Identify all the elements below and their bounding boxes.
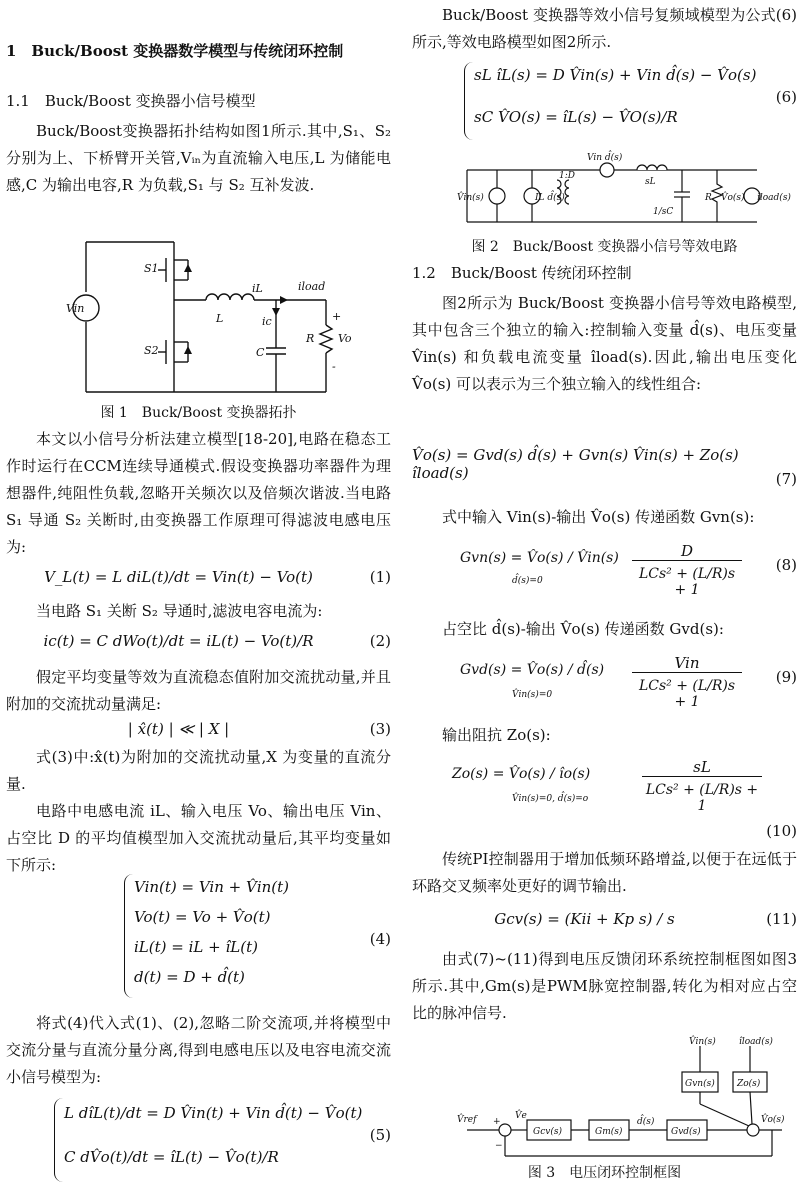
paragraph: 假定平均变量等效为直流稳态值附加交流扰动量,并且附加的交流扰动量满足:	[6, 668, 391, 713]
figure-1-caption: 图 1 Buck/Boost 变换器拓扑	[100, 405, 297, 421]
paragraph: 将式(4)代入式(1)、(2),忽略二阶交流项,并将模型中交流分量与直流分量分离,得到电感电压以及电容电流交流小信号模型为:	[6, 1014, 391, 1086]
svg-text:Zo(s): Zo(s)	[737, 1079, 761, 1089]
equation-10: Zo(s) = V̂o(s) / îo(s) V̂in(s)=0, d̂(s)=o sL LCs² + (L/R)s + 1	[412, 758, 797, 818]
label-ic: ic	[262, 315, 272, 328]
figure-2-small-signal-circuit	[457, 150, 791, 232]
svg-text:sL: sL	[645, 177, 656, 187]
label-s2: S2	[144, 344, 159, 357]
svg-text:d̂(s): d̂(s)	[637, 1117, 655, 1127]
label-l: L	[216, 312, 224, 325]
svg-text:Gm(s): Gm(s)	[595, 1127, 623, 1137]
paragraph: 传统PI控制器用于增加低频环路增益,以便于在远低于环路交叉频率处更好的调节输出.	[412, 850, 797, 895]
label-r: R	[306, 332, 315, 345]
svg-text:Vin d̂(s): Vin d̂(s)	[587, 153, 623, 163]
equation-4-brace	[124, 874, 133, 998]
svg-text:V̂in(s): V̂in(s)	[689, 1037, 716, 1047]
svg-text:Gvd(s): Gvd(s)	[671, 1127, 701, 1137]
svg-text:V̂in(s): V̂in(s)	[457, 193, 484, 203]
paragraph: 式(3)中:x̂(t)为附加的交流扰动量,X 为变量的直流分量.	[6, 748, 391, 793]
paragraph: 图2所示为 Buck/Boost 变换器小信号等效电路模型,其中包含三个独立的输入:控制输入变量 d̂(s)、电压变量 V̂in(s) 和负载电流变量 îload(s).因此,输出电压变化 V̂o(s) 可以表示为三个独立输入的线性组合:	[412, 294, 797, 393]
figure-2-caption: 图 2 Buck/Boost 变换器小信号等效电路	[471, 239, 738, 255]
figure-3-control-block-diagram	[457, 1034, 787, 1162]
paragraph: 占空比 d̂(s)-输出 V̂o(s) 传递函数 Gvd(s):	[442, 620, 724, 638]
paragraph: 由式(7)~(11)得到电压反馈闭环系统控制框图如图3所示.其中,Gm(s)是PWM脉宽控制器,转化为相对应占空比的脉冲信号.	[412, 950, 797, 1022]
subsection-heading-1-2: 1.2 Buck/Boost 传统闭环控制	[412, 264, 632, 282]
svg-text:V̂o(s): V̂o(s)	[721, 193, 745, 203]
equation-5: L dîL(t)/dt = D V̂in(t) + Vin d̂(t) − V̂o(t) C dV̂o(t)/dt = îL(t) − V̂o(t)/R (5)	[64, 1104, 391, 1166]
equation-10-number: (10)	[766, 822, 797, 840]
svg-text:îload(s): îload(s)	[739, 1037, 773, 1047]
label-il: iL	[252, 282, 263, 295]
label-c: C	[256, 346, 265, 359]
svg-text:Gvn(s): Gvn(s)	[685, 1079, 715, 1089]
equation-11: Gcv(s) = (Kii + Kp s) / s (11)	[494, 910, 797, 928]
equation-4: Vin(t) = Vin + V̂in(t) Vo(t) = Vo + V̂o(t) iL(t) = iL + îL(t) d(t) = D + d̂(t) (4)	[134, 878, 391, 986]
svg-text:V̂ref: V̂ref	[457, 1115, 477, 1125]
paragraph: Buck/Boost变换器拓扑结构如图1所示.其中,S₁、S₂ 分别为上、下桥臂开关管,Vᵢₙ为直流输入电压,L 为储能电感,C 为输出电容,R 为负载,S₁ 与 S₂ 互补发波.	[6, 122, 391, 194]
svg-text:1/sC: 1/sC	[653, 207, 674, 217]
svg-text:R: R	[705, 193, 712, 203]
equation-6: sL îL(s) = D V̂in(s) + Vin d̂(s) − V̂o(s) sC V̂O(s) = îL(s) − V̂O(s)/R (6)	[474, 66, 797, 126]
svg-text:îload(s): îload(s)	[757, 193, 791, 203]
svg-text:V̂e: V̂e	[515, 1111, 527, 1121]
figure-1-buck-boost-topology	[66, 230, 356, 400]
label-minus: -	[332, 360, 336, 373]
label-s1: S1	[144, 262, 159, 275]
label-plus: +	[332, 310, 342, 323]
paragraph: 式中输入 Vin(s)-输出 V̂o(s) 传递函数 Gvn(s):	[442, 508, 755, 526]
figure-3-caption: 图 3 电压闭环控制框图	[527, 1165, 682, 1181]
svg-text:V̂o(s): V̂o(s)	[761, 1115, 785, 1125]
svg-text:1:D: 1:D	[559, 171, 575, 181]
paragraph: 本文以小信号分析法建立模型[18-20],电路在稳态工作时运行在CCM连续导通模式.假设变换器功率器件为理想器件,纯阻性负载,忽略开关频次以及倍频次谐波.当电路 S₁ 导通 S₂ 关断时,由变换器工作原理可得滤波电感电压为:	[6, 430, 391, 556]
label-vo: Vo	[338, 332, 352, 345]
svg-text:IL d̂(s): IL d̂(s)	[535, 193, 565, 203]
equation-1: V_L(t) = L diL(t)/dt = Vin(t) − Vo(t) (1)	[44, 568, 391, 586]
svg-text:Gcv(s): Gcv(s)	[533, 1127, 562, 1137]
paragraph: 电路中电感电流 iL、输入电压 Vo、输出电压 Vin、占空比 D 的平均值模型加入交流扰动量后,其平均变量如下所示:	[6, 802, 391, 874]
equation-9: Gvd(s) = V̂o(s) / d̂(s) V̂in(s)=0 Vin LCs² + (L/R)s + 1 (9)	[460, 654, 797, 710]
paragraph: Buck/Boost 变换器等效小信号复频域模型为公式(6)所示,等效电路模型如图2所示.	[412, 6, 797, 51]
equation-6-brace	[464, 62, 473, 140]
paragraph: 输出阻抗 Zo(s):	[442, 726, 551, 744]
label-iload: iload	[298, 280, 326, 293]
equation-2: ic(t) = C dWo(t)/dt = iL(t) − Vo(t)/R (2)	[43, 632, 391, 650]
equation-5-brace	[54, 1098, 63, 1182]
equation-7: V̂o(s) = Gvd(s) d̂(s) + Gvn(s) V̂in(s) + Zo(s) îload(s) (7)	[412, 446, 797, 488]
label-vin: Vin	[66, 302, 85, 315]
equation-3: | x̂(t) | ≪ | X | (3)	[127, 720, 391, 738]
svg-text:−: −	[495, 1141, 503, 1151]
paragraph: 当电路 S₁ 关断 S₂ 导通时,滤波电容电流为:	[36, 602, 323, 620]
section-heading-1: 1 Buck/Boost 变换器数学模型与传统闭环控制	[6, 42, 344, 60]
equation-8: Gvn(s) = V̂o(s) / V̂in(s) d̂(s)=0 D LCs² + (L/R)s + 1 (8)	[460, 542, 797, 598]
svg-text:+: +	[493, 1117, 501, 1127]
subsection-heading-1-1: 1.1 Buck/Boost 变换器小信号模型	[6, 92, 256, 110]
